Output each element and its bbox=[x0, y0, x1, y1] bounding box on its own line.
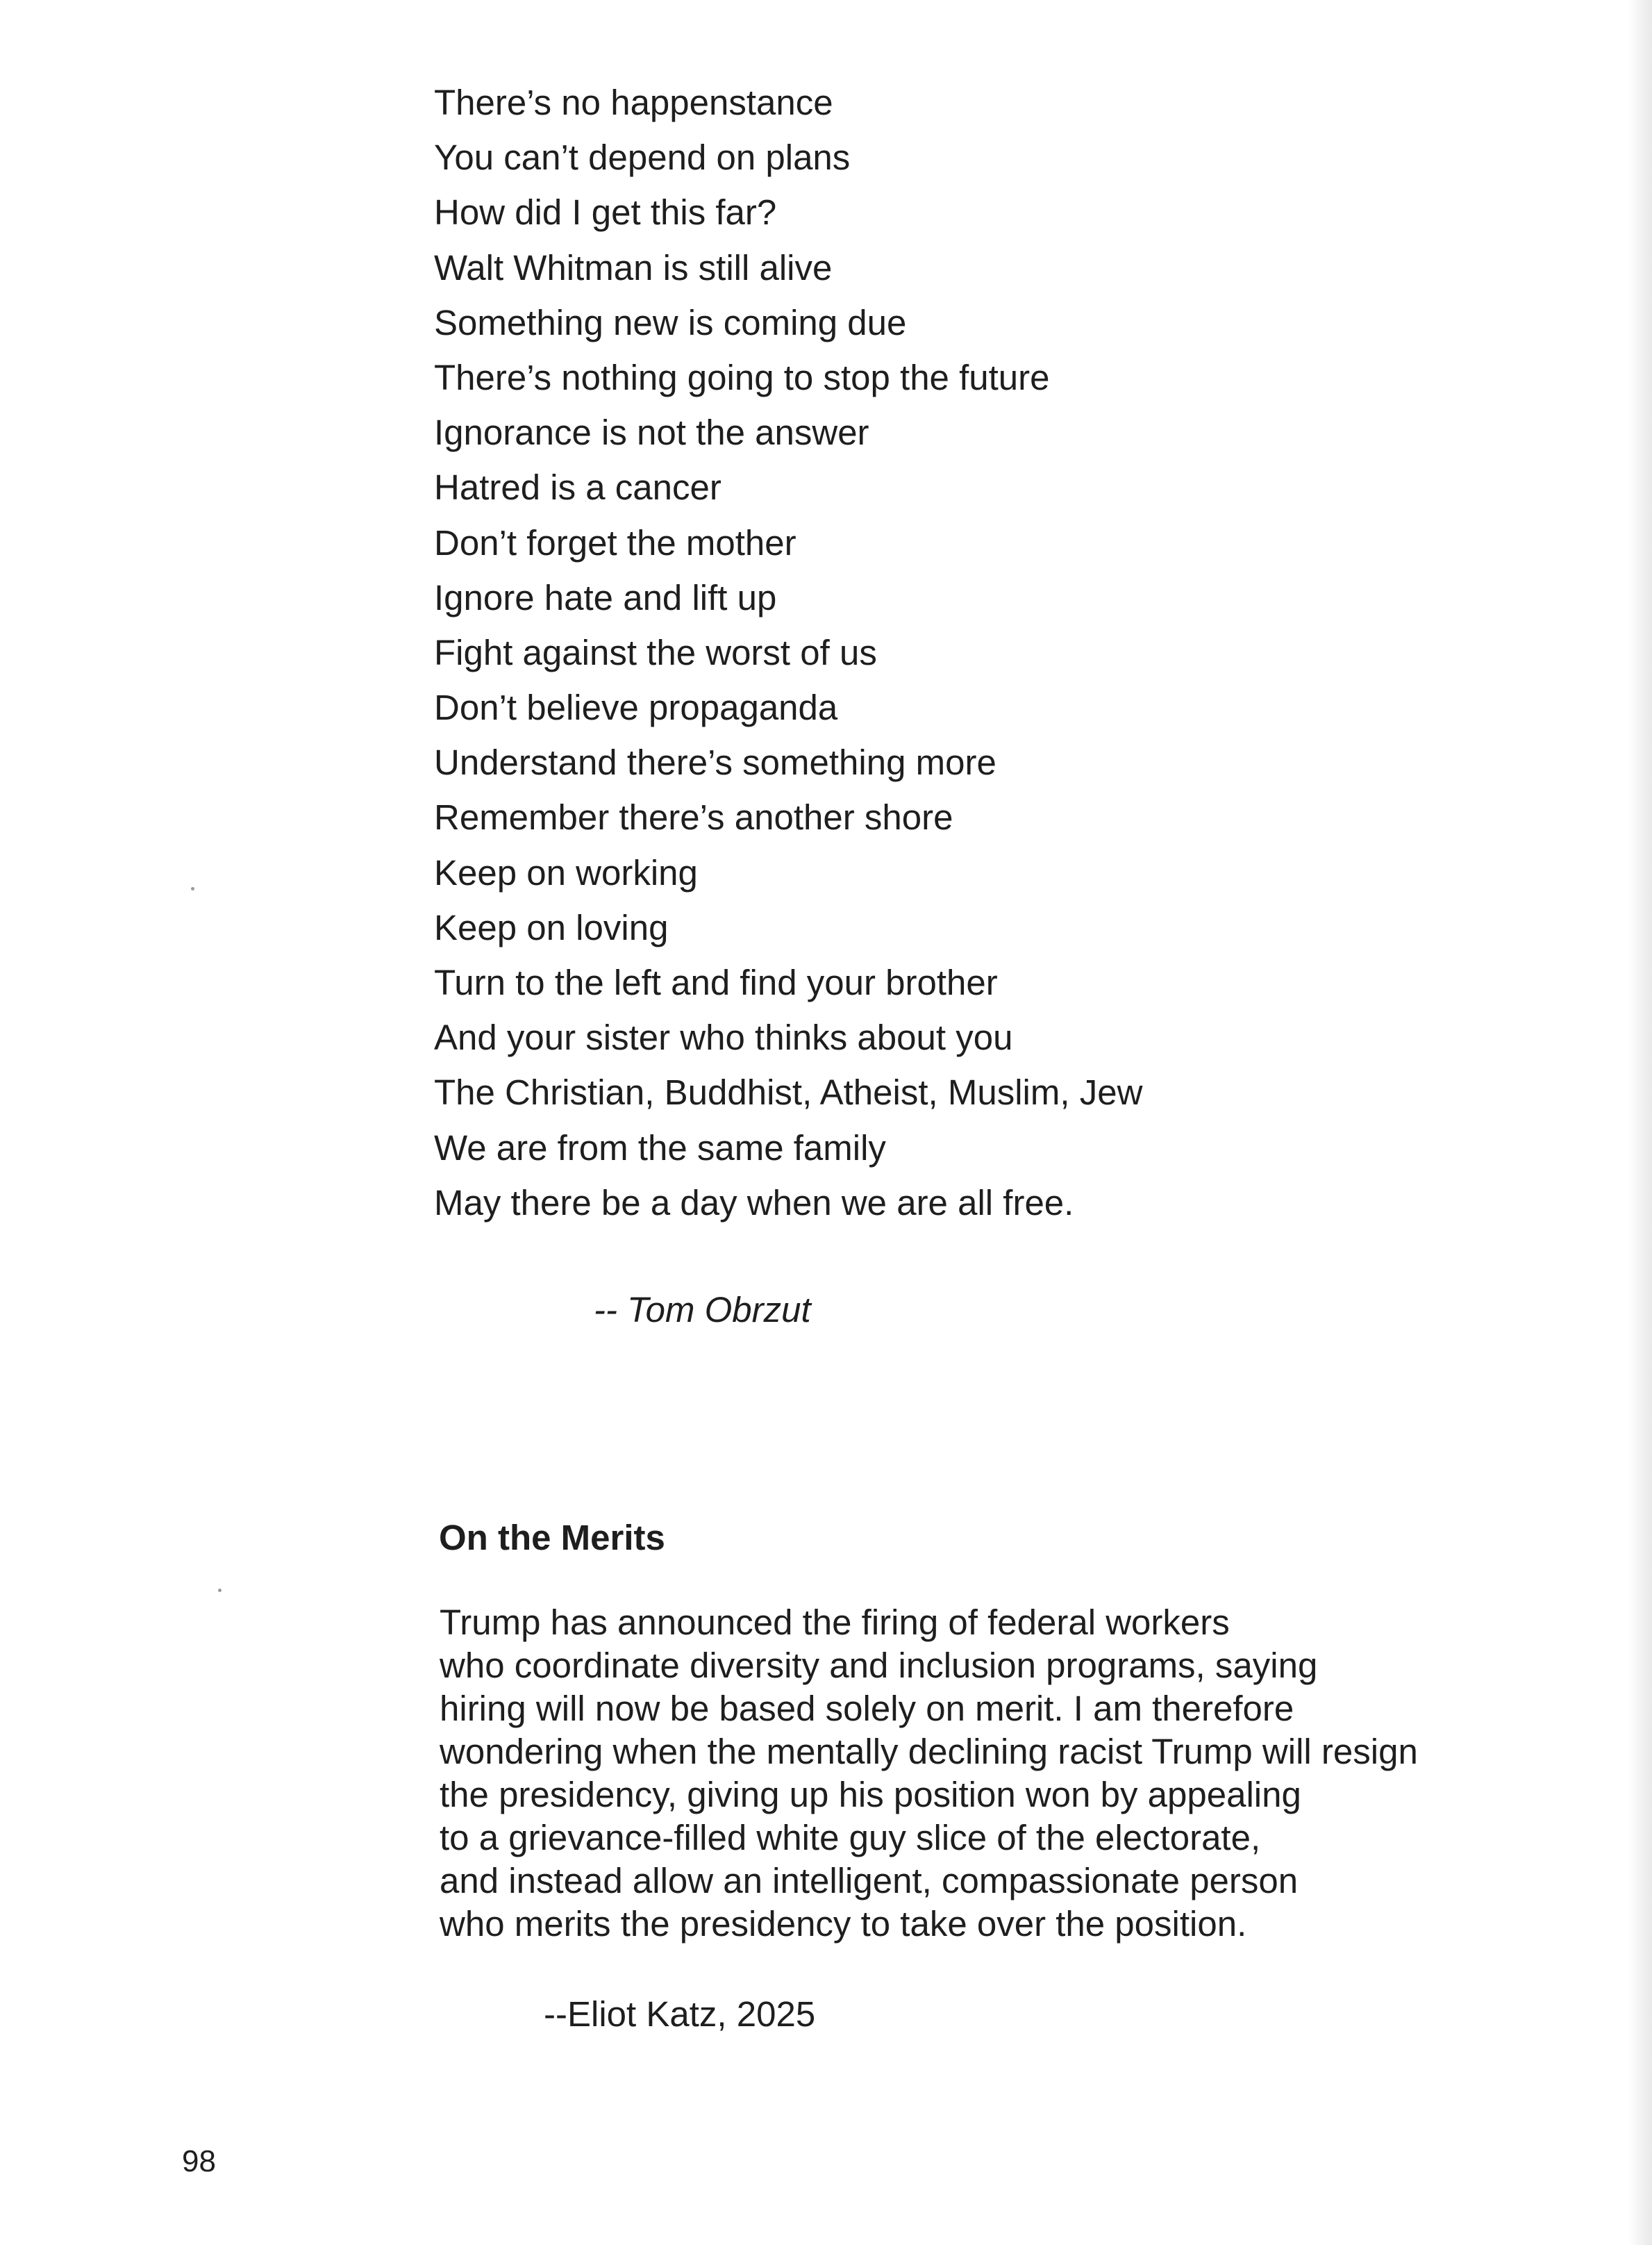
essay-line: the presidency, giving up his position won by appealing bbox=[440, 1775, 1301, 1814]
scan-speck bbox=[191, 887, 194, 890]
essay-line: hiring will now be based solely on merit. I am therefore bbox=[440, 1689, 1294, 1728]
essay-line: who coordinate diversity and inclusion programs, saying bbox=[440, 1646, 1318, 1685]
essay-line: and instead allow an intelligent, compassionate person bbox=[440, 1861, 1299, 1900]
poem-line: Turn to the left and find your brother bbox=[434, 963, 998, 1002]
essay-line: Trump has announced the firing of federal workers bbox=[440, 1602, 1230, 1642]
poem-line: Keep on loving bbox=[434, 907, 669, 947]
poem-line: There’s no happenstance bbox=[434, 83, 833, 122]
poem-line: How did I get this far? bbox=[434, 192, 777, 233]
poem-line: Ignore hate and lift up bbox=[434, 577, 777, 618]
essay-body bbox=[440, 1601, 1418, 1946]
poem-attribution: -- Tom Obrzut bbox=[594, 1290, 811, 1329]
poem-line: Don’t believe propaganda bbox=[434, 688, 838, 728]
scan-speck bbox=[218, 1589, 222, 1592]
essay-line: who merits the presidency to take over the position. bbox=[440, 1904, 1247, 1944]
poem-line: Keep on working bbox=[434, 852, 698, 893]
poem-line: You can’t depend on plans bbox=[434, 138, 851, 178]
essay-title: On the Merits bbox=[439, 1518, 665, 1557]
poem-line: Ignorance is not the answer bbox=[434, 413, 869, 453]
poem-line: The Christian, Buddhist, Atheist, Muslim, Jew bbox=[434, 1072, 1143, 1113]
poem-line: May there be a day when we are all free. bbox=[434, 1182, 1074, 1223]
poem-line: Don’t forget the mother bbox=[434, 522, 796, 563]
poem-line: We are from the same family bbox=[434, 1127, 886, 1168]
essay-line: to a grievance-filled white guy slice of the electorate, bbox=[440, 1818, 1261, 1857]
poem-body bbox=[434, 75, 1142, 1230]
page-edge-shadow bbox=[1628, 0, 1652, 2245]
poem-line: Something new is coming due bbox=[434, 302, 907, 342]
page-number: 98 bbox=[182, 2144, 216, 2178]
poem-line: Remember there’s another shore bbox=[434, 797, 953, 838]
essay-attribution: --Eliot Katz, 2025 bbox=[544, 1994, 816, 2034]
poem-line: Understand there’s something more bbox=[434, 743, 996, 783]
poem-line: And your sister who thinks about you bbox=[434, 1018, 1013, 1058]
poem-line: Fight against the worst of us bbox=[434, 632, 877, 672]
poem-line: There’s nothing going to stop the future bbox=[434, 357, 1050, 397]
essay-line: wondering when the mentally declining racist Trump will resign bbox=[440, 1732, 1418, 1771]
poem-line: Walt Whitman is still alive bbox=[434, 247, 833, 288]
poem-line: Hatred is a cancer bbox=[434, 467, 721, 508]
